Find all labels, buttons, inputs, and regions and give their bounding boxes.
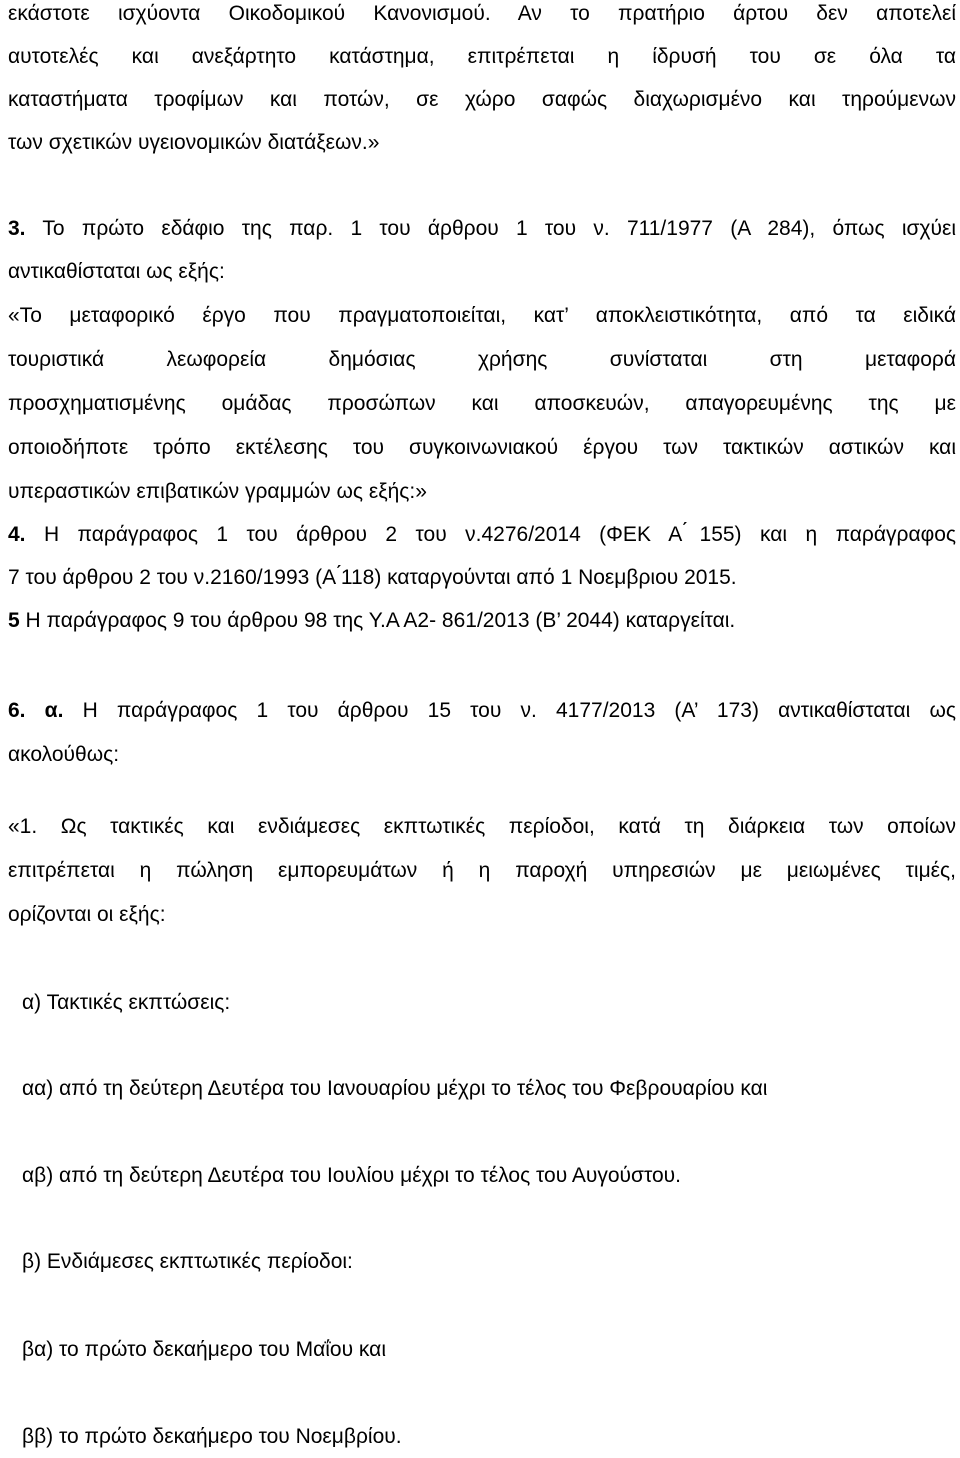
list-item-ba: βα) το πρώτο δεκαήμερο του Μαΐου και [22,1338,386,1361]
list-item-aa: αα) από τη δεύτερη Δευτέρα του Ιανουαρίου μέχρι το τέλος του Φεβρουαρίου και [22,1077,768,1100]
section-6-line-2: ακολούθως: [8,743,120,766]
section-3-quote-line-4: οποιοδήποτε τρόπο εκτέλεσης του συγκοινωνιακού έργου των τακτικών αστικών και [8,436,956,459]
section-6-quote-line-3: ορίζονται οι εξής: [8,903,166,926]
section-3-quote-line-1: «Το μεταφορικό έργο που πραγματοποιείται, κατ’ αποκλειστικότητα, από τα ειδικά [8,304,956,327]
section-6-line-1 [8,697,956,725]
section-3-line-2: αντικαθίσταται ως εξής: [8,260,225,283]
section-4-line-2: 7 του άρθρου 2 του ν.2160/1993 (Α ́118) καταργούνται από 1 Νοεμβριου 2015. [8,566,737,589]
section-3-quote-line-2: τουριστικά λεωφορεία δημόσιας χρήσης συνίσταται στη μεταφορά [8,348,956,371]
section-3-line-1 [8,215,956,243]
paragraph-1-line-3: καταστήματα τροφίμων και ποτών, σε χώρο σαφώς διαχωρισμένο και τηρούμενων [8,88,956,111]
section-6-quote-line-1: «1. Ως τακτικές και ενδιάμεσες εκπτωτικές περίοδοι, κατά τη διάρκεια των οποίων [8,815,956,838]
section-5-line-1 [8,607,956,635]
paragraph-1-line-4: των σχετικών υγειονομικών διατάξεων.» [8,131,380,154]
section-3-quote-line-5: υπεραστικών επιβατικών γραμμών ως εξής:» [8,480,427,503]
section-3-number: 3. [8,217,26,240]
section-5-number: 5 [8,609,20,632]
list-item-bb: ββ) το πρώτο δεκαήμερο του Νοεμβρίου. [22,1425,402,1448]
list-item-ab: αβ) από τη δεύτερη Δευτέρα του Ιουλίου μέχρι το τέλος του Αυγούστου. [22,1164,681,1187]
section-4-line-1 [8,521,956,549]
section-6-number: 6. α. [8,699,64,722]
section-5-line-1-text: Η παράγραφος 9 του άρθρου 98 της Υ.Α Α2- 861/2013 (Β’ 2044) καταργείται. [19,609,736,632]
section-4-line-1-text: Η παράγραφος 1 του άρθρου 2 του ν.4276/2014 (ΦΕΚ Α ́155) και η παράγραφος [25,523,956,546]
paragraph-1-line-2: αυτοτελές και ανεξάρτητο κατάστημα, επιτρέπεται η ίδρυσή του σε όλα τα [8,45,956,68]
section-6-quote-line-2: επιτρέπεται η πώληση εμπορευμάτων ή η παροχή υπηρεσιών με μειωμένες τιμές, [8,859,956,882]
list-item-a: α) Τακτικές εκπτώσεις: [22,991,231,1014]
list-item-b: β) Ενδιάμεσες εκπτωτικές περίοδοι: [22,1250,353,1273]
section-3-quote-line-3: προσχηματισμένης ομάδας προσώπων και αποσκευών, απαγορευμένης της με [8,392,956,415]
section-6-line-1-text: Η παράγραφος 1 του άρθρου 15 του ν. 4177/2013 (Α’ 173) αντικαθίσταται ως [63,699,956,722]
section-3-line-1-text: Το πρώτο εδάφιο της παρ. 1 του άρθρου 1 του ν. 711/1977 (Α 284), όπως ισχύει [25,217,956,240]
section-4-number: 4. [8,523,26,546]
paragraph-1-line-1: εκάστοτε ισχύοντα Οικοδομικού Κανονισμού. Αν το πρατήριο άρτου δεν αποτελεί [8,2,956,25]
